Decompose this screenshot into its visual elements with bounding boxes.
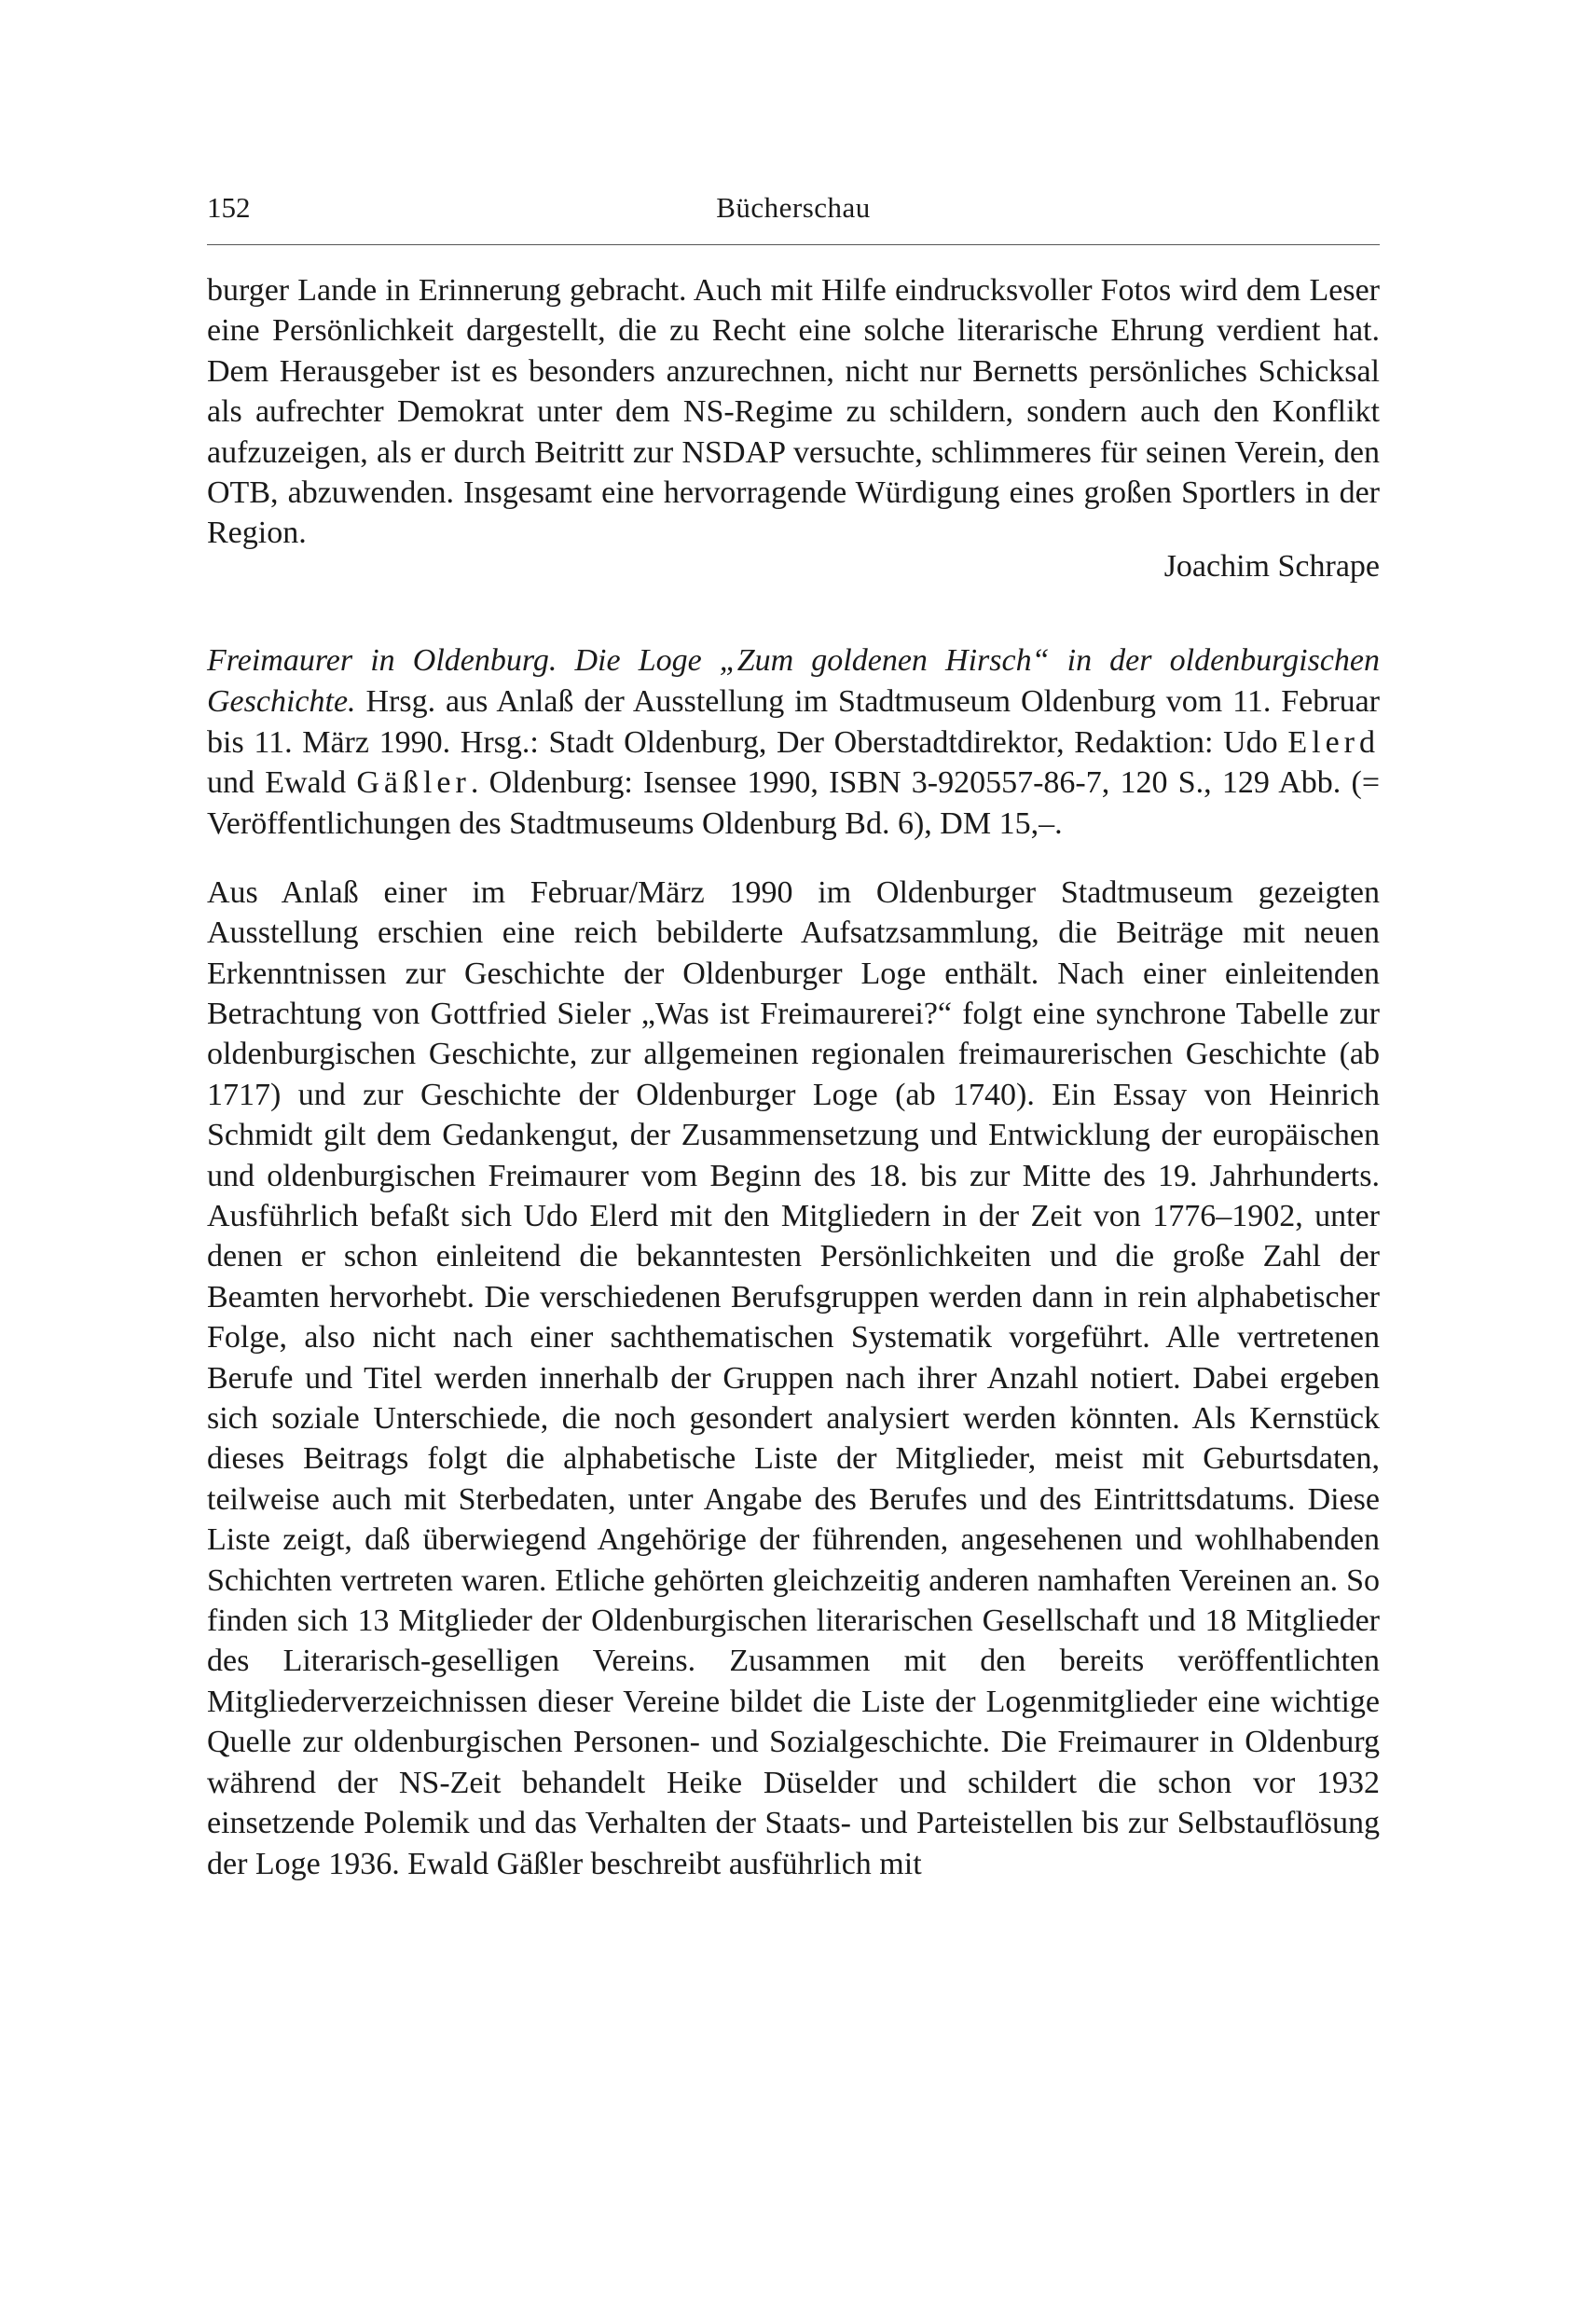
page-number: 152 (207, 191, 251, 224)
book-details: und Ewald (207, 765, 357, 801)
reviewer-signature: Joachim Schrape (1163, 548, 1380, 584)
book-citation (207, 640, 1380, 845)
page-header (207, 191, 1380, 238)
book-details: . Oldenburg: Isensee 1990, ISBN 3-920557-86-7, 120 S., 129 Abb. (= Veröffentlichungen des Stadtmuseums Oldenburg Bd. 6), DM 15,–. (207, 765, 1380, 842)
book-details: Hrsg. aus Anlaß der Ausstellung im Stadtmuseum Oldenburg vom 11. Februar bis 11. März 1990. Hrsg.: Stadt Oldenburg, Der Oberstadtdirektor, Redaktion: Udo (207, 683, 1380, 760)
previous-review-text: burger Lande in Erinnerung gebracht. Auch mit Hilfe eindrucksvoller Fotos wird dem Leser eine Persönlichkeit dargestellt, die zu Recht eine solche literarische Ehrung verdient hat. Dem Herausgeber ist es besonders anzurechnen, nicht nur Bernetts persönliches Schicksal als aufrechter Demokrat unter dem NS-Regime zu schildern, sondern auch den Konflikt aufzuzeigen, als er durch Beitritt zur NSDAP versuchte, schlimmeres für seinen Verein, den OTB, abzuwenden. Insgesamt eine hervorragende Würdigung eines großen Sportlers in der Region. (207, 273, 1380, 551)
page-body (207, 270, 1380, 1884)
book-title: Freimaurer in Oldenburg. Die Loge „Zum goldenen Hirsch“ in der oldenburgischen Geschichte. (207, 643, 1380, 719)
editor-name: Gäßler (356, 765, 471, 801)
review-text: Aus Anlaß einer im Februar/März 1990 im Oldenburger Stadtmuseum gezeigten Ausstellung erschien eine reich bebilderte Aufsatzsammlung, die Beiträge mit neuen Erkenntnissen zur Geschichte der Oldenburger Loge enthält. Nach einer einleitenden Betrachtung von Gottfried Sieler „Was ist Freimaurerei?“ folgt eine synchrone Tabelle zur oldenburgischen Geschichte, zur allgemeinen regionalen freimaurerischen Geschichte (ab 1717) und zur Geschichte der Oldenburger Loge (ab 1740). Ein Essay von Heinrich Schmidt gilt dem Gedankengut, der Zusammensetzung und Entwicklung der europäischen und oldenburgischen Freimaurer vom Beginn des 18. bis zur Mitte des 19. Jahrhunderts. Ausführlich befaßt sich Udo Elerd mit den Mitgliedern in der Zeit von 1776–1902, unter denen er schon einleitend die bekanntesten Persönlichkeiten und die große Zahl der Beamten hervorhebt. Die verschiedenen Berufsgruppen werden dann in rein alphabetischer Folge, also nicht nach einer sachthematischen Systematik vorgeführt. Alle vertretenen Berufe und Titel werden innerhalb der Gruppen nach ihrer Anzahl notiert. Dabei ergeben sich soziale Unterschiede, die noch gesondert analysiert werden könnten. Als Kernstück dieses Beitrags folgt die alphabetische Liste der Mitglieder, meist mit Geburtsdaten, teilweise auch mit Sterbedaten, unter Angabe des Berufes und des Eintrittsdatums. Diese Liste zeigt, daß überwiegend Angehörige der führenden, angesehenen und wohlhabenden Schichten vertreten waren. Etliche gehörten gleichzeitig anderen namhaften Vereinen an. So finden sich 13 Mitglieder der Oldenburgischen literarischen Gesellschaft und 18 Mitglieder des Literarisch-geselligen Vereins. Zusammen mit den bereits veröffentlichten Mitgliederverzeichnissen dieser Vereine bildet die Liste der Logenmitglieder eine wichtige Quelle zur oldenburgischen Personen- und Sozialgeschichte. Die Freimaurer in Oldenburg während der NS-Zeit behandelt Heike Düselder und schildert die schon vor 1932 einsetzende Polemik und das Verhalten der Staats- und Parteistellen bis zur Selbstauflösung der Loge 1936. Ewald Gäßler beschreibt ausführlich mit (207, 874, 1380, 1881)
running-head: Bücherschau (716, 191, 871, 224)
header-rule (207, 244, 1380, 245)
editor-name: Elerd (1287, 724, 1380, 760)
